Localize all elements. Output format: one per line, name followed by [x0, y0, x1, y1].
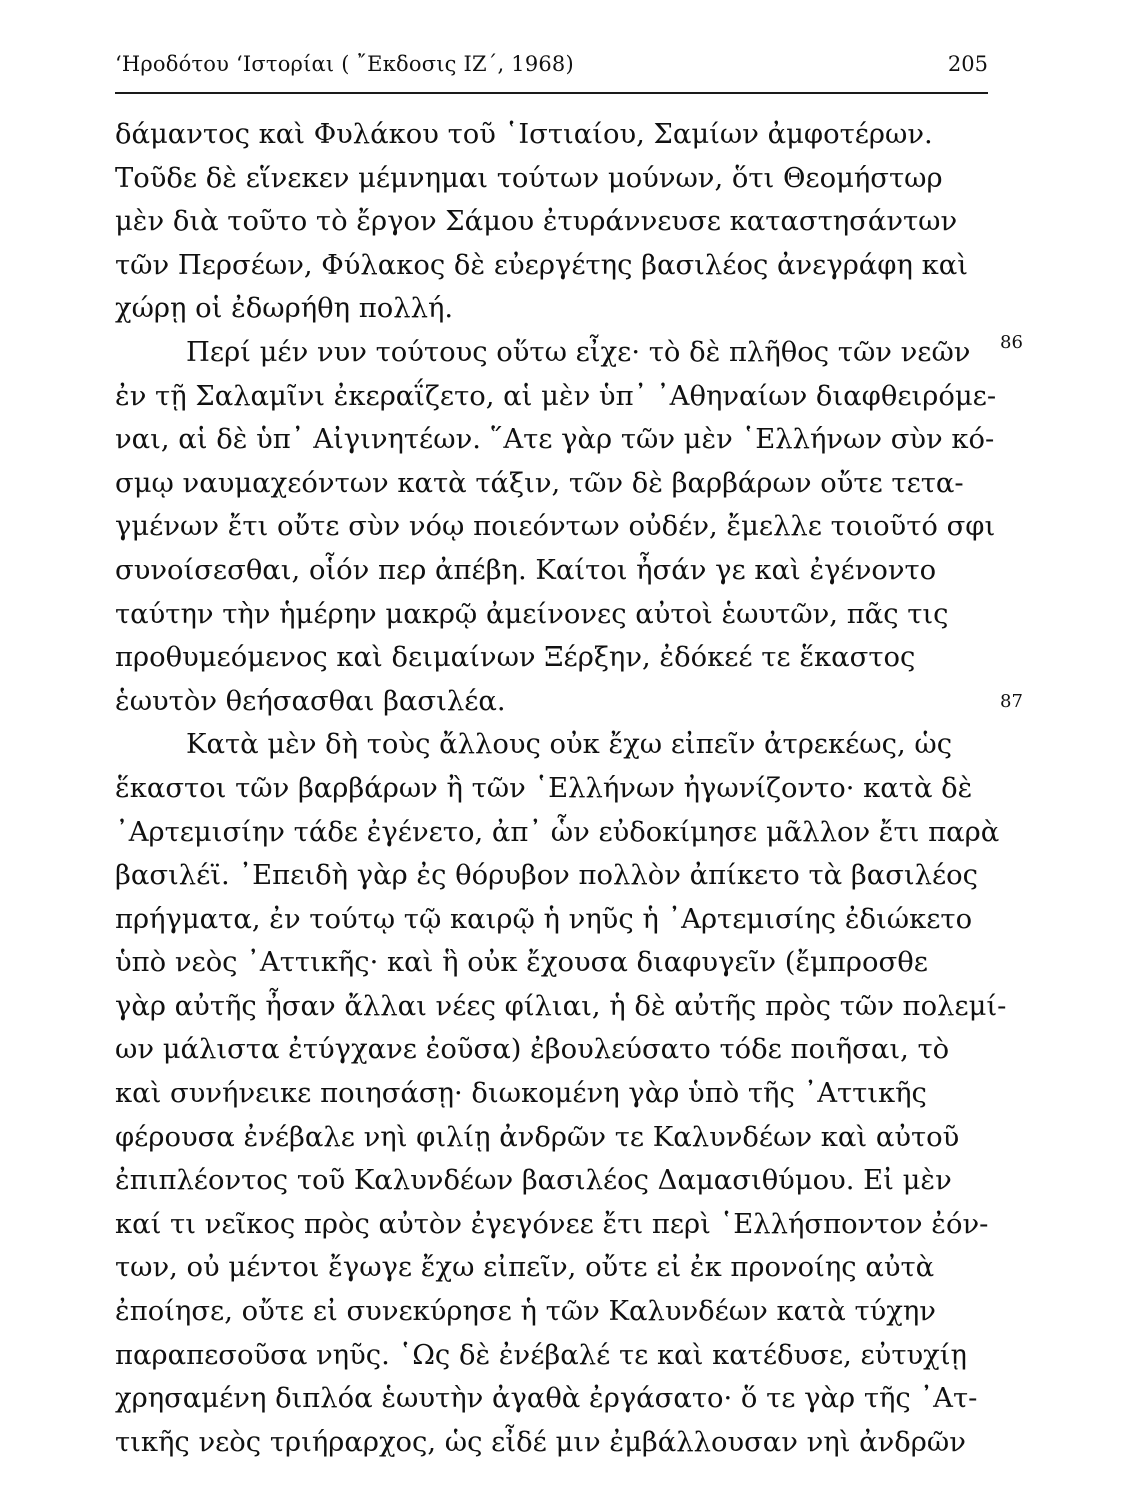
text-line: ναι, αἱ δὲ ὑπ᾽ Αἰγινητέων. ῞Ατε γὰρ τῶν μὲν ῾Ελλήνων σὺν κό-	[115, 424, 995, 456]
header-rule	[115, 92, 988, 94]
text-line: Κατὰ μὲν δὴ τοὺς ἄλλους οὐκ ἔχω εἰπεῖν ἀτρεκέως, ὡς	[186, 729, 953, 761]
chapter-number-86: 86	[1000, 332, 1023, 353]
text-line: τικῆς νεὸς τριήραρχος, ὡς εἶδέ μιν ἐμβάλλουσαν νηὶ ἀνδρῶν	[115, 1426, 966, 1458]
text-line: ἐποίησε, οὔτε εἰ συνεκύρησε ἡ τῶν Καλυνδέων κατὰ τύχην	[115, 1296, 936, 1328]
text-line: πρήγματα, ἐν τούτῳ τῷ καιρῷ ἡ νηῦς ἡ ᾽Αρτεμισίης ἐδιώκετο	[115, 903, 973, 935]
paragraph-3	[115, 723, 1007, 1464]
text-line: Τοῦδε δὲ εἵνεκεν μέμνημαι τούτων μούνων, ὅτι Θεομήστωρ	[115, 162, 943, 194]
text-line: καί τι νεῖκος πρὸς αὐτὸν ἐγεγόνεε ἔτι περὶ ῾Ελλήσποντον ἐόν-	[115, 1208, 989, 1240]
text-line: δάμαντος καὶ Φυλάκου τοῦ ῾Ιστιαίου, Σαμίων ἀμφοτέρων.	[115, 119, 933, 150]
text-line: συνοίσεσθαι, οἷόν περ ἀπέβη. Καίτοι ἦσάν γε καὶ ἐγένοντο	[115, 554, 937, 586]
text-line: ἕκαστοι τῶν βαρβάρων ἢ τῶν ῾Ελλήνων ἠγωνίζοντο· κατὰ δὲ	[115, 772, 973, 804]
paragraph-1	[115, 113, 995, 331]
text-line: φέρουσα ἐνέβαλε νηὶ φιλίῃ ἀνδρῶν τε Καλυνδέων καὶ αὐτοῦ	[115, 1121, 960, 1153]
body-text	[115, 113, 1007, 1464]
text-line: προθυμεόμενος καὶ δειμαίνων Ξέρξην, ἐδόκεέ τε ἕκαστος	[115, 642, 916, 674]
text-line: ἑωυτὸν θεήσασθαι βασιλέα.	[115, 685, 506, 717]
page-number: 205	[947, 52, 988, 76]
text-line: τῶν Περσέων, Φύλακος δὲ εὐεργέτης βασιλέος ἀνεγράφη καὶ	[115, 249, 968, 281]
text-line: χρησαμένη διπλόα ἑωυτὴν ἀγαθὰ ἐργάσατο· ὅ τε γὰρ τῆς ᾽Ατ-	[115, 1383, 978, 1415]
text-line: ταύτην τὴν ἡμέρην μακρῷ ἀμείνονες αὐτοὶ ἑωυτῶν, πᾶς τις	[115, 598, 949, 630]
text-line: των, οὐ μέντοι ἔγωγε ἔχω εἰπεῖν, οὔτε εἰ ἐκ προνοίης αὐτὰ	[115, 1252, 935, 1284]
text-line: ἐπιπλέοντος τοῦ Καλυνδέων βασιλέος Δαμασιθύμου. Εἰ μὲν	[115, 1165, 952, 1197]
paragraph-2	[115, 331, 995, 723]
text-line: γμένων ἔτι οὔτε σὺν νόῳ ποιεόντων οὐδέν, ἔμελλε τοιοῦτό σφι	[115, 511, 996, 543]
text-line: σμῳ ναυμαχεόντων κατὰ τάξιν, τῶν δὲ βαρβάρων οὔτε τετα-	[115, 467, 964, 499]
text-line: Περί μέν νυν τούτους οὕτω εἶχε· τὸ δὲ πλῆθος τῶν νεῶν	[186, 336, 971, 368]
chapter-number-87: 87	[1000, 691, 1023, 712]
text-line: παραπεσοῦσα νηῦς. ῾Ως δὲ ἐνέβαλέ τε καὶ κατέδυσε, εὐτυχίῃ	[115, 1339, 967, 1371]
text-line: ὑπὸ νεὸς ᾽Αττικῆς· καὶ ἣ οὐκ ἔχουσα διαφυγεῖν (ἔμπροσθε	[115, 947, 928, 979]
header-title: ‘Ηροδότου ‘Ιστορίαι ( ῎Εκδοσις ΙΖ΄, 1968)	[115, 52, 574, 76]
text-line: μὲν διὰ τοῦτο τὸ ἔργον Σάμου ἐτυράννευσε καταστησάντων	[115, 206, 958, 238]
text-line: καὶ συνήνεικε ποιησάσῃ· διωκομένη γὰρ ὑπὸ τῆς ᾽Αττικῆς	[115, 1078, 927, 1110]
text-line: ἐν τῇ Σαλαμῖνι ἐκεραΐζετο, αἱ μὲν ὑπ᾽ ᾽Αθηναίων διαφθειρόμε-	[115, 380, 997, 412]
text-line: γὰρ αὐτῆς ἦσαν ἄλλαι νέες φίλιαι, ἡ δὲ αὐτῆς πρὸς τῶν πολεμί-	[115, 990, 1007, 1022]
text-line: ων μάλιστα ἐτύγχανε ἐοῦσα) ἐβουλεύσατο τόδε ποιῆσαι, τὸ	[115, 1034, 950, 1066]
text-line: ᾽Αρτεμισίην τάδε ἐγένετο, ἀπ᾽ ὧν εὐδοκίμησε μᾶλλον ἔτι παρὰ	[115, 816, 1000, 848]
text-line: χώρῃ οἱ ἐδωρήθη πολλή.	[115, 293, 454, 325]
text-line: βασιλέϊ. ᾽Επειδὴ γὰρ ἐς θόρυβον πολλὸν ἀπίκετο τὰ βασιλέος	[115, 860, 979, 892]
running-header	[115, 52, 988, 88]
